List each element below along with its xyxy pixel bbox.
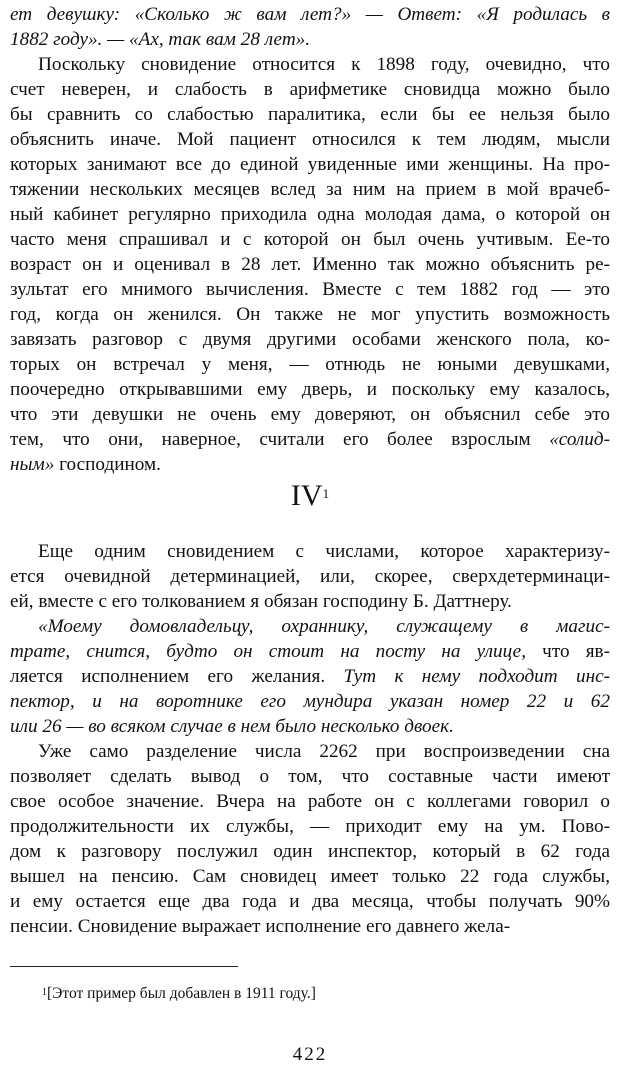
footnote-mark: 1 <box>42 987 47 998</box>
italic-segment: или 26 — во всяком случае в нем было несколько двоек. <box>10 716 454 737</box>
text-line <box>10 377 610 402</box>
italic-segment: 1882 году». — «Ах, так вам 28 лет». <box>10 29 311 50</box>
roman-segment: свое особое значение. Вчера на работе он с коллегами говорил о <box>10 791 610 812</box>
text-line <box>10 452 610 477</box>
text-line <box>10 564 610 589</box>
text-line <box>10 914 610 939</box>
text-line <box>10 152 610 177</box>
text-line <box>10 77 610 102</box>
roman-segment: Уже само разделение числа 2262 при воспроизведении сна <box>38 741 610 762</box>
roman-segment: ляется исполнением его желания. <box>10 666 344 687</box>
roman-segment: торых он встречал у меня, — отнюдь не юными девушками, <box>10 354 610 375</box>
roman-segment: возраст он и оценивал в 28 лет. Именно так можно объяснить ре- <box>10 254 610 275</box>
roman-segment: год, когда он женился. Он также не мог упустить возможность <box>10 304 610 325</box>
roman-segment: Поскольку сновидение относится к 1898 году, очевидно, что <box>38 54 610 75</box>
text-line <box>10 539 610 564</box>
text-line <box>10 814 610 839</box>
italic-segment: пектор, и на воротнике его мундира указан номер 22 и 62 <box>10 691 610 712</box>
roman-segment: что яв- <box>526 641 610 662</box>
italic-segment: трате, снится, будто он стоит на посту на улице, <box>10 641 526 662</box>
section-number: IV <box>290 479 323 512</box>
roman-segment: ется очевидной детерминацией, или, скорее, сверхдетерминаци- <box>10 566 610 587</box>
text-line <box>10 789 610 814</box>
heading-footnote-mark: 1 <box>322 486 330 501</box>
text-line <box>10 52 610 77</box>
roman-segment: ей, вместе с его толкованием я обязан господину Б. Даттнеру. <box>10 591 512 612</box>
page-number: 422 <box>292 1044 328 1065</box>
paragraph-2262-analysis <box>10 739 610 939</box>
roman-segment: счет неверен, и слабость в арифметике сновидца можно было <box>10 79 610 100</box>
roman-segment: господином. <box>54 454 161 475</box>
footnote-text: [Этот пример был добавлен в 1911 году.] <box>47 985 316 1002</box>
section-heading <box>0 478 620 514</box>
roman-segment: что эти девушки не очень ему доверяют, он объяснил себе это <box>10 404 610 425</box>
roman-segment: дом к разговору послужил один инспектор, который в 62 года <box>10 841 610 862</box>
footnote-divider <box>10 966 238 967</box>
paragraph-dream-continuation <box>10 2 610 52</box>
text-line <box>10 689 610 714</box>
text-line <box>10 352 610 377</box>
paragraph-landlord-dream <box>10 614 610 739</box>
roman-segment: зультат его мнимого вычисления. Вместе с тем 1882 год — это <box>10 279 610 300</box>
text-line <box>10 664 610 689</box>
roman-segment: ный кабинет регулярно приходила одна молодая дама, о которой он <box>10 204 610 225</box>
text-line <box>10 227 610 252</box>
text-line <box>10 302 610 327</box>
roman-segment: часто меня спрашивал и с которой он был очень учтивым. Ее-то <box>10 229 610 250</box>
roman-segment: тяжении нескольких месяцев вслед за ним на прием в мой врачеб- <box>10 179 610 200</box>
italic-segment: «солид- <box>549 429 610 450</box>
text-line <box>10 2 610 27</box>
italic-segment: ным» <box>10 454 55 475</box>
text-line <box>10 252 610 277</box>
text-line <box>10 102 610 127</box>
italic-segment: Тут к нему подходит инс- <box>343 666 610 687</box>
italic-segment: ет девушку: «Сколько ж вам лет?» — Ответ: «Я родилась в <box>10 4 610 25</box>
text-line <box>10 714 610 739</box>
text-line <box>10 889 610 914</box>
text-line <box>10 277 610 302</box>
paragraph-numbers-dream-intro <box>10 539 610 614</box>
text-line <box>10 402 610 427</box>
text-line <box>10 427 610 452</box>
italic-segment: «Моему домовладельцу, охраннику, служащему в магис- <box>38 616 610 637</box>
paragraph-interpretation <box>10 52 610 477</box>
text-line <box>10 177 610 202</box>
text-line <box>10 739 610 764</box>
roman-segment: вышел на пенсию. Сам сновидец имеет только 22 года службы, <box>10 866 610 887</box>
roman-segment: объяснить иначе. Мой пациент относился к тем людям, мысли <box>10 129 610 150</box>
text-line <box>10 589 610 614</box>
roman-segment: Еще одним сновидением с числами, которое характеризу- <box>38 541 610 562</box>
text-line <box>10 202 610 227</box>
roman-segment: и ему остается еще два года и два месяца, чтобы получать 90% <box>10 891 610 912</box>
text-line <box>10 764 610 789</box>
text-line <box>10 614 610 639</box>
text-line <box>10 839 610 864</box>
roman-segment: поочередно открывавшими ему дверь, и поскольку ему казалось, <box>10 379 610 400</box>
roman-segment: бы сравнить со слабостью паралитика, если бы ее нельзя было <box>10 104 610 125</box>
roman-segment: позволяет сделать вывод о том, что составные части имеют <box>10 766 610 787</box>
text-line <box>10 327 610 352</box>
footnote <box>42 984 602 1004</box>
text-line <box>10 864 610 889</box>
roman-segment: завязать разговор с двумя другими особами женского пола, ко- <box>10 329 610 350</box>
roman-segment: тем, что они, наверное, считали его более взрослым <box>10 429 550 450</box>
roman-segment: пенсии. Сновидение выражает исполнение его давнего жела- <box>10 916 511 937</box>
text-line <box>10 639 610 664</box>
roman-segment: которых занимают все до единой увиденные ими женщины. На про- <box>10 154 610 175</box>
text-line <box>10 127 610 152</box>
roman-segment: продолжительности их службы, — приходит ему на ум. Пово- <box>10 816 610 837</box>
text-line <box>10 27 610 52</box>
